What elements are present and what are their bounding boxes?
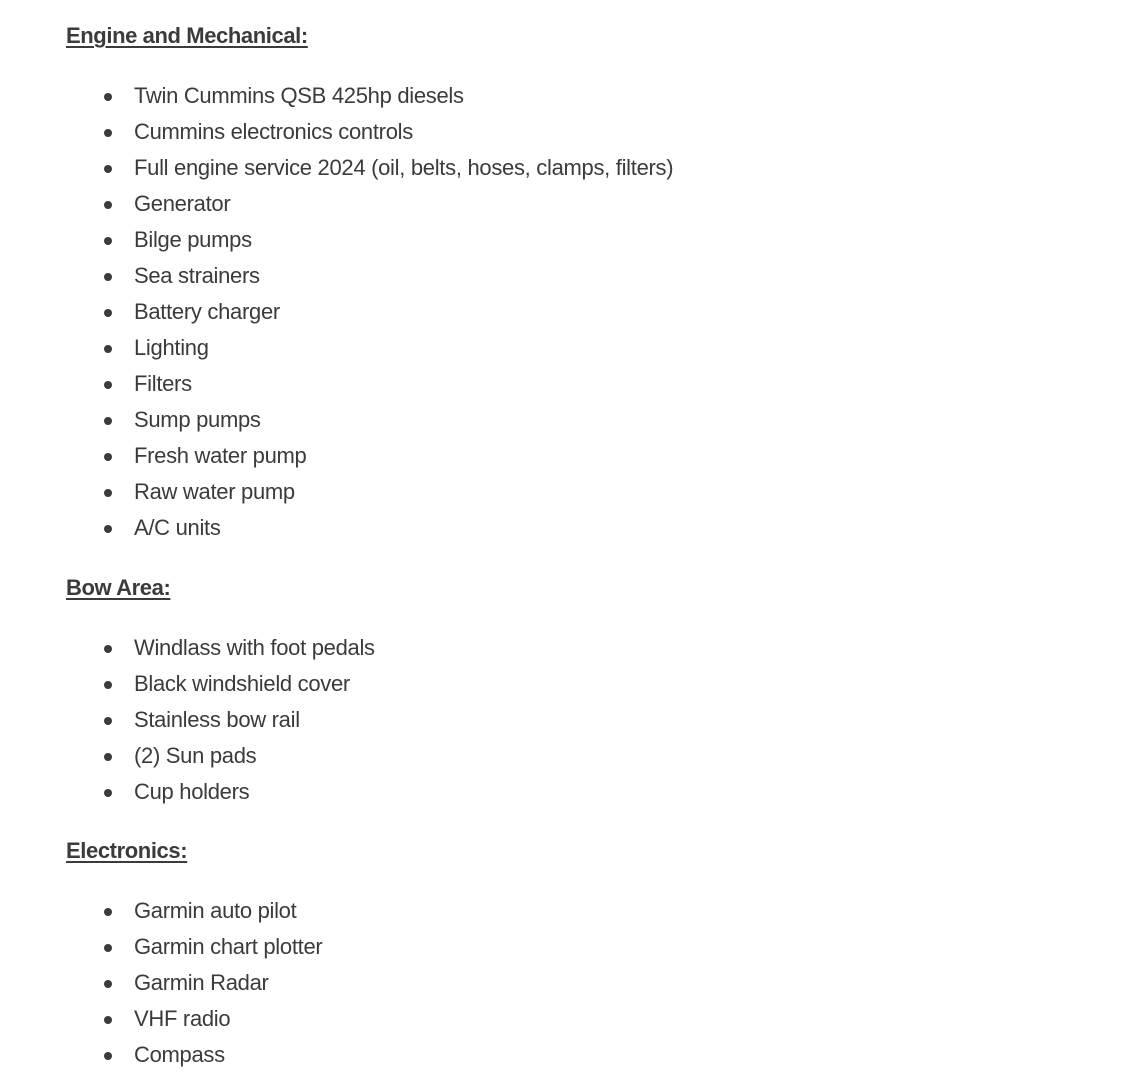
bullet-icon: [104, 309, 112, 317]
list-item: [66, 258, 673, 294]
section-engine-mechanical: [66, 21, 673, 546]
list-item-text: Compass: [134, 1042, 225, 1067]
section-heading: Bow Area:: [66, 575, 171, 600]
list-item: [66, 366, 673, 402]
list-item-text: Twin Cummins QSB 425hp diesels: [134, 83, 464, 108]
list-item-text: Garmin Radar: [134, 970, 269, 995]
list-item-text: Garmin chart plotter: [134, 934, 323, 959]
list-item: [66, 78, 673, 114]
list-item-text: Lighting: [134, 335, 209, 360]
list-item: [66, 738, 375, 774]
list-item-text: Generator: [134, 191, 231, 216]
bullet-icon: [104, 489, 112, 497]
list-item: [66, 929, 322, 965]
list-item-text: Battery charger: [134, 299, 280, 324]
list-item: [66, 1001, 322, 1037]
list-item: [66, 666, 375, 702]
list-item-text: Sea strainers: [134, 263, 260, 288]
section-electronics: [66, 836, 322, 1073]
section-bow-area: [66, 573, 375, 810]
list-item-text: Cummins electronics controls: [134, 119, 413, 144]
list-item: [66, 510, 673, 546]
bullet-icon: [104, 525, 112, 533]
list-item: [66, 222, 673, 258]
bullet-icon: [104, 645, 112, 653]
bullet-icon: [104, 1052, 112, 1060]
feature-list: [66, 893, 322, 1073]
bullet-icon: [104, 93, 112, 101]
list-item: [66, 1037, 322, 1073]
bullet-icon: [104, 1016, 112, 1024]
list-item: [66, 965, 322, 1001]
bullet-icon: [104, 717, 112, 725]
bullet-icon: [104, 908, 112, 916]
list-item-text: VHF radio: [134, 1006, 231, 1031]
list-item-text: Garmin auto pilot: [134, 898, 297, 923]
list-item: [66, 186, 673, 222]
bullet-icon: [104, 453, 112, 461]
feature-list: [66, 630, 375, 810]
list-item-text: Cup holders: [134, 779, 250, 804]
list-item: [66, 150, 673, 186]
bullet-icon: [104, 789, 112, 797]
list-item: [66, 438, 673, 474]
list-item-text: Raw water pump: [134, 479, 295, 504]
list-item: [66, 774, 375, 810]
bullet-icon: [104, 237, 112, 245]
list-item-text: A/C units: [134, 515, 221, 540]
list-item: [66, 294, 673, 330]
list-item: [66, 330, 673, 366]
list-item: [66, 702, 375, 738]
list-item-text: Black windshield cover: [134, 671, 350, 696]
list-item-text: Windlass with foot pedals: [134, 635, 375, 660]
list-item-text: Stainless bow rail: [134, 707, 300, 732]
list-item-text: Fresh water pump: [134, 443, 307, 468]
list-item-text: Bilge pumps: [134, 227, 252, 252]
bullet-icon: [104, 417, 112, 425]
list-item: [66, 474, 673, 510]
bullet-icon: [104, 681, 112, 689]
bullet-icon: [104, 381, 112, 389]
feature-list: [66, 78, 673, 546]
bullet-icon: [104, 753, 112, 761]
bullet-icon: [104, 273, 112, 281]
list-item: [66, 630, 375, 666]
list-item-text: Full engine service 2024 (oil, belts, hoses, clamps, filters): [134, 155, 674, 180]
list-item-text: (2) Sun pads: [134, 743, 257, 768]
list-item: [66, 402, 673, 438]
bullet-icon: [104, 129, 112, 137]
bullet-icon: [104, 201, 112, 209]
section-heading: Electronics:: [66, 838, 188, 863]
list-item: [66, 114, 673, 150]
bullet-icon: [104, 980, 112, 988]
bullet-icon: [104, 165, 112, 173]
list-item-text: Sump pumps: [134, 407, 261, 432]
section-heading: Engine and Mechanical:: [66, 23, 308, 48]
list-item-text: Filters: [134, 371, 192, 396]
list-item: [66, 893, 322, 929]
bullet-icon: [104, 345, 112, 353]
bullet-icon: [104, 944, 112, 952]
